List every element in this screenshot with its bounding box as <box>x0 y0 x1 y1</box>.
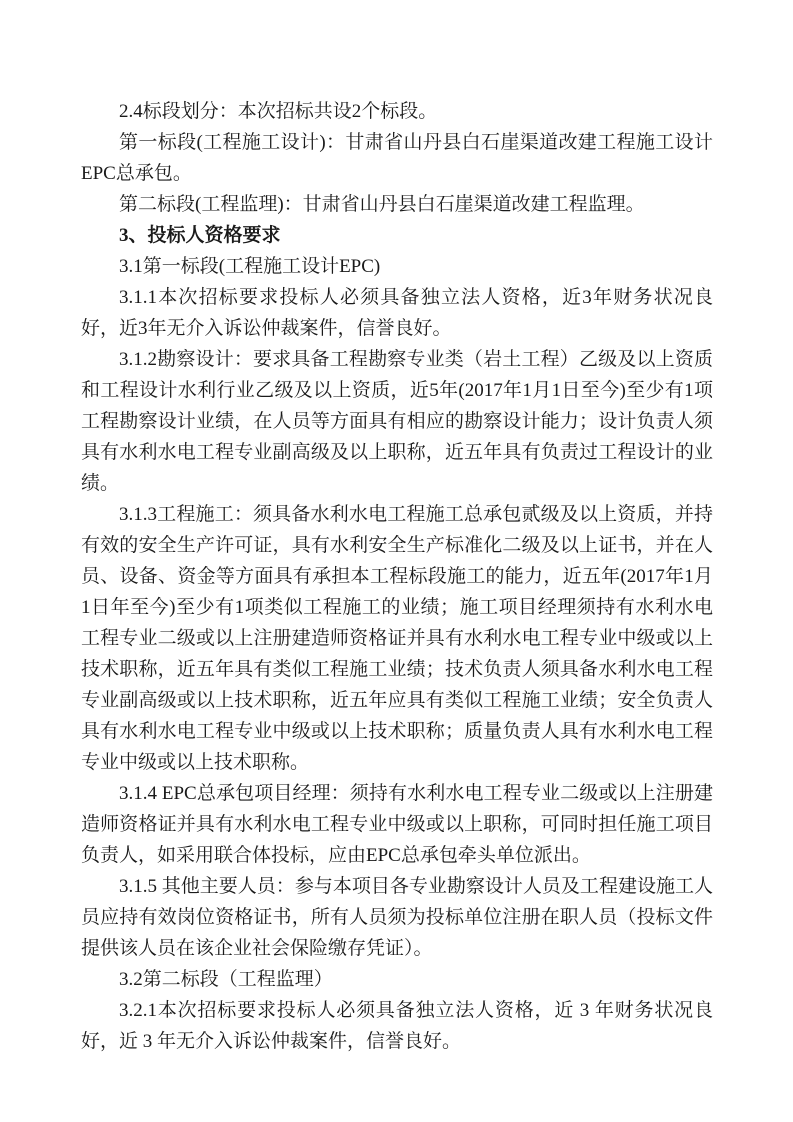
para-3-1-2-survey-design: 3.1.2勘察设计：要求具备工程勘察专业类（岩土工程）乙级及以上资质和工程设计水利行业乙级及以上资质，近5年(2017年1月1日至今)至少有1项工程勘察设计业绩，在人员等方面具有相应的勘察设计能力；设计负责人须具有水利水电工程专业副高级及以上职称，近五年具有负责过工程设计的业绩。 <box>81 349 713 494</box>
para-3-1-5-other-key-staff: 3.1.5 其他主要人员：参与本项目各专业勘察设计人员及工程建设施工人员应持有效岗位资格证书，所有人员须为投标单位注册在职人员（投标文件提供该人员在该企业社会保险缴存凭证）。 <box>81 876 713 959</box>
para-second-lot-scope: 第二标段(工程监理)：甘肃省山丹县白石崖渠道改建工程监理。 <box>119 194 645 215</box>
para-3-1-4-epc-project-manager: 3.1.4 EPC总承包项目经理：须持有水利水电工程专业二级或以上注册建造师资格证并具有水利水电工程专业中级或以上职称，可同时担任施工项目负责人，如采用联合体投标，应由EPC总承包牵头单位派出。 <box>81 783 713 866</box>
para-3-1-1-legal-person: 3.1.1本次招标要求投标人必须具备独立法人资格，近3年财务状况良好，近3年无介入诉讼仲裁案件，信誉良好。 <box>81 287 713 339</box>
para-3-2-second-lot-title: 3.2第二标段（工程监理） <box>119 969 333 990</box>
para-3-1-3-construction: 3.1.3工程施工：须具备水利水电工程施工总承包贰级及以上资质，并持有效的安全生产许可证，具有水利安全生产标准化二级及以上证书，并在人员、设备、资金等方面具有承担本工程标段施工的能力，近五年(2017年1月1日年至今)至少有1项类似工程施工的业绩；施工项目经理须持有水利水电工程专业二级或以上注册建造师资格证并具有水利水电工程专业中级或以上技术职称，近五年具有类似工程施工业绩；技术负责人须具备水利水电工程专业副高级或以上技术职称，近五年应具有类似工程施工业绩；安全负责人具有水利水电工程专业中级或以上技术职称；质量负责人具有水利水电工程专业中级或以上技术职称。 <box>81 504 713 773</box>
heading-bidder-qualification: 3、投标人资格要求 <box>119 225 281 246</box>
para-3-1-first-lot-title: 3.1第一标段(工程施工设计EPC) <box>119 256 381 277</box>
para-first-lot-scope: 第一标段(工程施工设计)：甘肃省山丹县白石崖渠道改建工程施工设计EPC总承包。 <box>81 132 713 184</box>
para-2-4-lot-division: 2.4标段划分：本次招标共设2个标段。 <box>119 101 438 122</box>
para-3-2-1-legal-person: 3.2.1本次招标要求投标人必须具备独立法人资格，近 3 年财务状况良好，近 3 年无介入诉讼仲裁案件，信誉良好。 <box>81 1000 713 1052</box>
